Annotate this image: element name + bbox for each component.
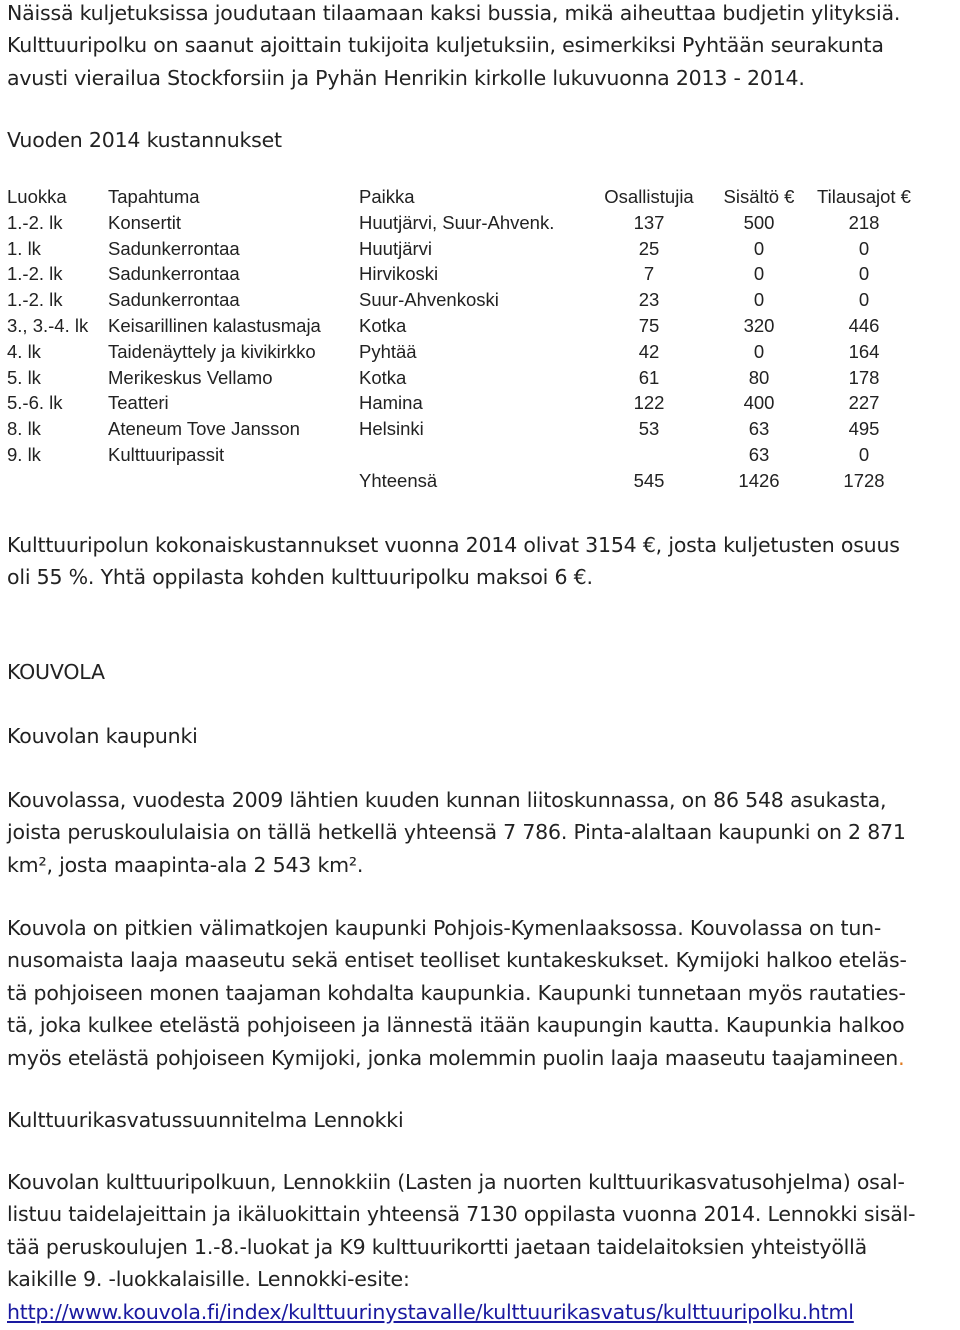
lennokki-paragraph — [7, 1166, 915, 1328]
cell-luokka: 4. lk — [7, 340, 41, 362]
cell-paikka: Huutjärvi — [359, 237, 432, 259]
cell-paikka: Pyhtää — [359, 340, 417, 362]
table-row — [7, 287, 919, 313]
table-row — [7, 442, 919, 468]
table-row — [7, 365, 919, 391]
cell-tilausajot: 227 — [848, 392, 880, 414]
cell-luokka: 3., 3.-4. lk — [7, 314, 89, 336]
cell-sisalto: 63 — [748, 443, 770, 465]
header-osallistujia: Osallistujia — [604, 186, 694, 207]
table-header-row — [7, 184, 919, 210]
cell-osallistujia — [589, 442, 709, 468]
cell-osallistujia: 61 — [638, 366, 660, 388]
paragraph-line: tä, joka kulkee etelästä pohjoiseen ja lännestä itään kaupungin kautta. Kaupunkia halkoo — [7, 1013, 905, 1038]
cell-paikka: Hirvikoski — [359, 263, 439, 285]
paragraph-line: tä pohjoiseen monen taajaman kohdalta kaupunkia. Kaupunki tunnetaan myös rautaties- — [7, 980, 906, 1005]
cell-paikka — [359, 442, 589, 468]
cell-total-sisalto: 1426 — [738, 469, 780, 491]
intro-line: Näissä kuljetuksissa joudutaan tilaamaan kaksi bussia, mikä aiheuttaa budjetin ylityksiä. — [7, 1, 901, 25]
cell-osallistujia: 23 — [638, 289, 660, 311]
paragraph-line: Kouvolan kulttuuripolkuun, Lennokkiin (Lasten ja nuorten kulttuurikasvatusohjelma) osal- — [7, 1170, 905, 1194]
cell-total-tilausajot: 1728 — [843, 469, 885, 491]
cell-tilausajot: 495 — [848, 418, 880, 440]
cell-luokka: 8. lk — [7, 418, 41, 440]
cell-paikka: Huutjärvi, Suur-Ahvenk. — [359, 211, 555, 233]
table-row — [7, 210, 919, 236]
geography-paragraph — [7, 912, 907, 1074]
table-row — [7, 261, 919, 287]
cell-osallistujia: 137 — [633, 211, 665, 233]
intro-line: avusti vierailua Stockforsiin ja Pyhän Henrikin kirkolle lukuvuonna 2013 - 2014. — [7, 65, 805, 90]
cell-tilausajot: 0 — [858, 237, 870, 259]
cell-tilausajot: 446 — [848, 314, 880, 336]
cell-osallistujia: 25 — [638, 237, 660, 259]
cell-sisalto: 0 — [753, 289, 765, 311]
cell-sisalto: 500 — [743, 211, 775, 233]
table-total-row — [7, 468, 919, 494]
summary-paragraph — [7, 529, 900, 594]
paragraph-line: Kouvolassa, vuodesta 2009 lähtien kuuden kunnan liitoskunnassa, on 86 548 asukasta, — [7, 788, 887, 812]
header-sisalto: Sisältö € — [723, 186, 795, 207]
table-row — [7, 416, 919, 442]
cell-luokka: 1.-2. lk — [7, 263, 63, 285]
cell-luokka — [7, 468, 108, 494]
summary-line: oli 55 %. Yhtä oppilasta kohden kulttuuripolku maksoi 6 €. — [7, 565, 593, 590]
cell-tilausajot: 218 — [848, 211, 880, 233]
cell-tapahtuma: Sadunkerrontaa — [108, 237, 240, 259]
table-row — [7, 313, 919, 339]
paragraph-line-text: myös etelästä pohjoiseen Kymijoki, jonka molemmin puolin laaja maaseutu taajamineen — [7, 1045, 899, 1070]
cell-sisalto: 320 — [743, 314, 775, 336]
cell-sisalto: 0 — [753, 237, 765, 259]
cell-sisalto: 0 — [753, 263, 765, 285]
paragraph-line: km², josta maapinta-ala 2 543 km². — [7, 852, 364, 877]
cell-tapahtuma: Keisarillinen kalastusmaja — [108, 314, 321, 336]
paragraph-line: kaikille 9. -luokkalaisille. Lennokki-esite: — [7, 1267, 410, 1292]
cell-paikka: Kotka — [359, 314, 407, 336]
cell-paikka: Suur-Ahvenkoski — [359, 289, 499, 311]
cell-luokka: 5.-6. lk — [7, 392, 63, 414]
header-luokka: Luokka — [7, 186, 67, 207]
header-paikka: Paikka — [359, 186, 415, 207]
intro-paragraph — [7, 0, 900, 94]
paragraph-line: joista peruskoululaisia on tällä hetkellä yhteensä 7 786. Pinta-alaltaan kaupunki on 2 871 — [7, 820, 906, 845]
cell-luokka: 5. lk — [7, 366, 41, 388]
subheading-city: Kouvolan kaupunki — [7, 724, 198, 748]
cell-sisalto: 400 — [743, 392, 775, 414]
summary-line: Kulttuuripolun kokonaiskustannukset vuonna 2014 olivat 3154 €, josta kuljetusten osuus — [7, 533, 900, 557]
costs-heading: Vuoden 2014 kustannukset — [7, 128, 282, 152]
paragraph-line: nusomaista laaja maaseutu sekä entiset teolliset kuntakeskukset. Kymijoki halkoo eteläs- — [7, 948, 907, 973]
table-row — [7, 339, 919, 365]
cell-sisalto: 63 — [748, 418, 770, 440]
cell-tapahtuma — [108, 468, 359, 494]
table-row — [7, 236, 919, 262]
paragraph-line: listuu taidelajeittain ja ikäluokittain yhteensä 7130 oppilasta vuonna 2014. Lennokki sisäl- — [7, 1202, 916, 1227]
costs-table — [7, 184, 919, 494]
cell-tapahtuma: Taidenäyttely ja kivikirkko — [108, 340, 316, 362]
cell-tapahtuma: Ateneum Tove Jansson — [108, 418, 300, 440]
cell-luokka: 1.-2. lk — [7, 211, 63, 233]
cell-tapahtuma: Kulttuuripassit — [108, 443, 225, 465]
cell-tapahtuma: Sadunkerrontaa — [108, 263, 240, 285]
cell-tilausajot: 0 — [858, 289, 870, 311]
kouvola-link[interactable]: http://www.kouvola.fi/index/kulttuurinystavalle/kulttuurikasvatus/kulttuuripolku.html — [7, 1299, 854, 1324]
cell-osallistujia: 53 — [638, 418, 660, 440]
cell-tapahtuma: Konsertit — [108, 211, 182, 233]
cell-luokka: 9. lk — [7, 443, 41, 465]
cell-luokka: 1. lk — [7, 237, 41, 259]
cell-osallistujia: 42 — [638, 340, 660, 362]
cell-luokka: 1.-2. lk — [7, 289, 63, 311]
subheading-lennokki: Kulttuurikasvatussuunnitelma Lennokki — [7, 1108, 404, 1132]
cell-total-osallistujia: 545 — [633, 469, 665, 491]
cell-osallistujia: 75 — [638, 314, 660, 336]
cell-sisalto: 0 — [753, 340, 765, 362]
link-line — [7, 1296, 915, 1328]
city-paragraph — [7, 784, 906, 881]
cell-osallistujia: 122 — [633, 392, 665, 414]
intro-line: Kulttuuripolku on saanut ajoittain tukijoita kuljetuksiin, esimerkiksi Pyhtään seurakunta — [7, 33, 884, 58]
paragraph-end-dot: . — [898, 1045, 905, 1070]
cell-paikka: Kotka — [359, 366, 407, 388]
cell-tapahtuma: Teatteri — [108, 392, 169, 414]
cell-tilausajot: 0 — [858, 443, 870, 465]
paragraph-line: Kouvola on pitkien välimatkojen kaupunki Pohjois-Kymenlaaksossa. Kouvolassa on tun- — [7, 916, 882, 940]
cell-tapahtuma: Merikeskus Vellamo — [108, 366, 273, 388]
paragraph-line: tää peruskoulujen 1.-8.-luokat ja K9 kulttuurikortti jaetaan taidelaitoksien yhteistyöllä — [7, 1234, 868, 1259]
cell-sisalto: 80 — [748, 366, 770, 388]
cell-tilausajot: 164 — [848, 340, 880, 362]
cell-paikka: Helsinki — [359, 418, 424, 440]
header-tapahtuma: Tapahtuma — [108, 186, 200, 207]
section-heading: KOUVOLA — [7, 660, 105, 684]
cell-paikka: Hamina — [359, 392, 423, 414]
cell-tapahtuma: Sadunkerrontaa — [108, 289, 240, 311]
cell-osallistujia: 7 — [643, 263, 655, 285]
cell-tilausajot: 0 — [858, 263, 870, 285]
header-tilausajot: Tilausajot € — [817, 186, 911, 207]
cell-total-label: Yhteensä — [359, 469, 438, 491]
paragraph-line-last — [7, 1042, 907, 1074]
cell-tilausajot: 178 — [848, 366, 880, 388]
table-row — [7, 390, 919, 416]
